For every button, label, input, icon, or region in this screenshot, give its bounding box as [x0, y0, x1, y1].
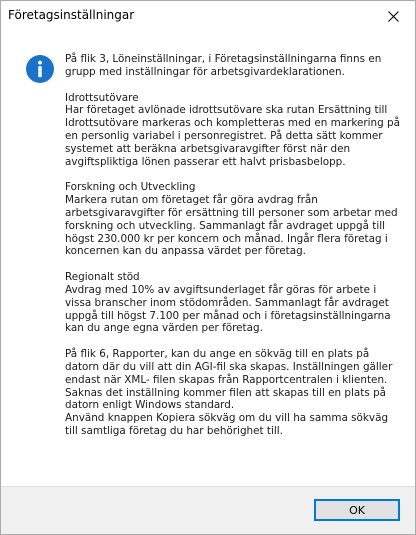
ok-button[interactable]: OK: [314, 499, 400, 521]
dialog-content: [1, 33, 415, 485]
message-paragraph-idrottsutovare: Idrottsutövare Har företaget avlönade idrottsutövare ska rutan Ersättning till Idrottsutövare markeras och kompletteras med en markering på en personlig variabel i personregistret. På detta sätt kommer systemet att beräkna arbetsgivaravgifter först när den avgiftspliktiga lönen passerar ett halvt prisbasbelopp.: [65, 91, 401, 168]
close-icon: [388, 11, 399, 22]
window-title: Företagsinställningar: [8, 8, 135, 22]
button-bar: [1, 486, 415, 534]
close-button[interactable]: [371, 1, 415, 31]
message-paragraph-rapporter: På flik 6, Rapporter, kan du ange en sökväg till en plats på datorn där du vill att din AGI-fil ska skapas. Inställningen gäller endast när XML- filen skapas från Rapportcentralen i klienten. Saknas det inställning kommer filen att skapas till en plats på datorn enligt Windows standard. Använd knappen Kopiera sökväg om du vill ha samma sökväg till samtliga företag du har behörighet till.: [65, 348, 393, 437]
message-paragraph-forskning: Forskning och Utveckling Markera rutan om företaget får göra avdrag från arbetsgivaravgifter för ersättning till personer som arbetar med forskning och utveckling. Sammanlagt får avdraget uppgå till högst 230.000 kr per koncern och månad. Ingår flera företag i koncernen kan du anpassa värdet per företag.: [65, 181, 398, 258]
title-bar: [1, 1, 415, 33]
info-icon: [25, 54, 55, 84]
message-text: [65, 53, 401, 451]
message-paragraph-regionalt-stod: Regionalt stöd Avdrag med 10% av avgiftsunderlaget får göras för arbete i vissa branscher inom stödområden. Sammanlagt får avdraget uppgå till högst 7.100 per månad och i företagsinställningarna kan du ange egna värden per företag.: [65, 271, 391, 335]
message-paragraph-intro: På flik 3, Löneinställningar, i Företagsinställningarna finns en grupp med inställningar för arbetsgivardeklarationen.: [65, 53, 382, 78]
